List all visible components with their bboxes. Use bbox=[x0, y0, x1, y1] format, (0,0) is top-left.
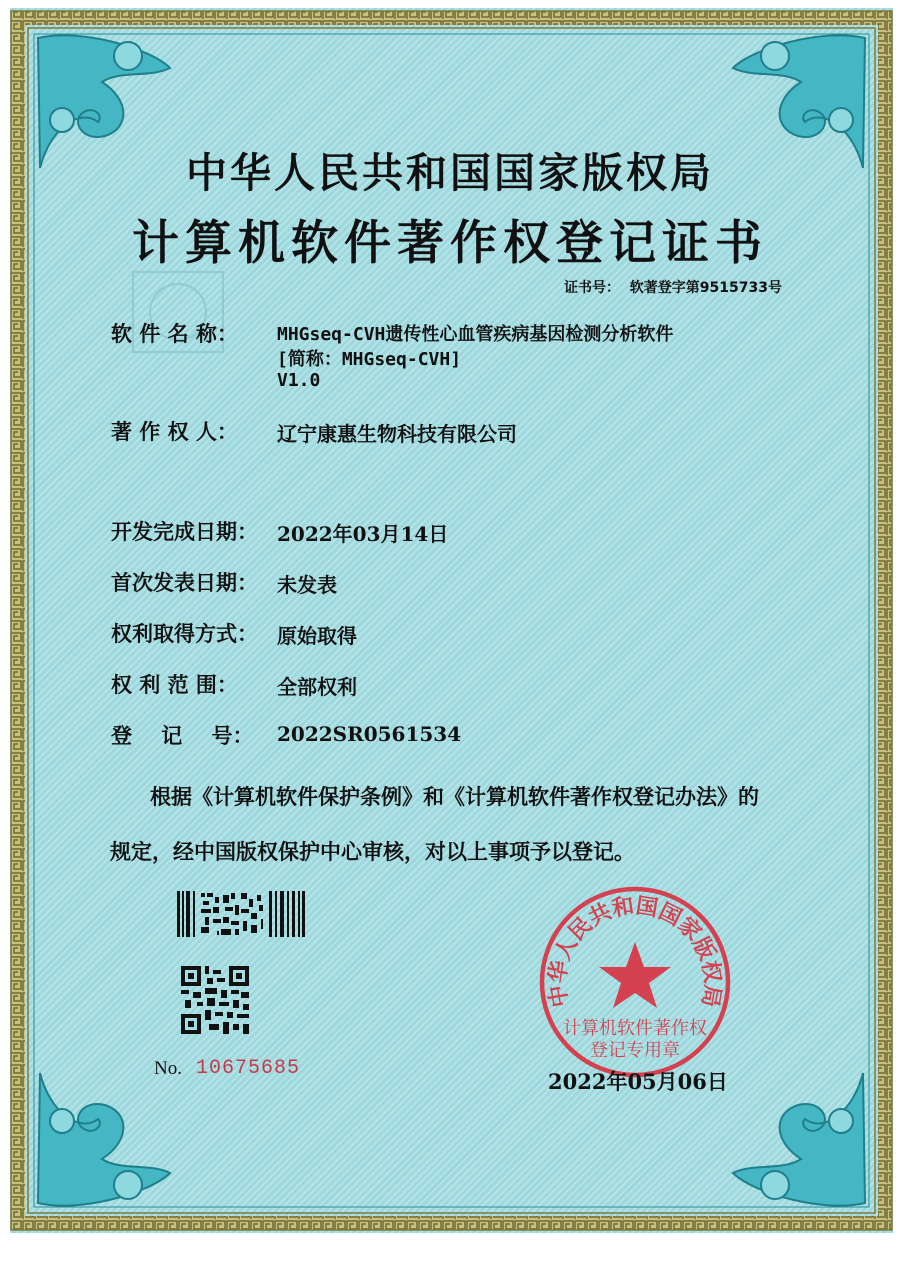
software-name-line2: [简称：MHGseq-CVH] bbox=[277, 349, 462, 370]
authority-title: 中华人民共和国国家版权局 bbox=[186, 149, 714, 197]
qr-code bbox=[181, 966, 249, 1034]
seal-line1: 计算机软件著作权 bbox=[563, 1018, 707, 1039]
statement-line2: 规定，经中国版权保护中心审核，对以上事项予以登记。 bbox=[110, 839, 635, 864]
field-registration-label: 登 记 号： bbox=[111, 723, 254, 748]
seal-line2: 登记专用章 bbox=[590, 1040, 680, 1061]
field-scope-label: 权 利 范 围： bbox=[111, 672, 238, 697]
official-seal bbox=[535, 882, 735, 1082]
certificate-number-value: 软著登字第9515733号 bbox=[629, 280, 782, 296]
statement-line1: 根据《计算机软件保护条例》和《计算机软件著作权登记办法》的 bbox=[150, 784, 759, 809]
field-publish-date-value: 未发表 bbox=[277, 573, 337, 597]
field-scope-value: 全部权利 bbox=[277, 675, 357, 699]
certificate-title: 计算机软件著作权登记证书 bbox=[132, 216, 768, 271]
software-name-line3: V1.0 bbox=[277, 370, 321, 391]
field-owner-label: 著 作 权 人： bbox=[111, 419, 238, 444]
star-icon bbox=[599, 942, 671, 1008]
issue-date: 2022年05月06日 bbox=[548, 1069, 728, 1094]
software-name-line1: MHGseq-CVH遗传性心血管疾病基因检测分析软件 bbox=[277, 324, 674, 345]
field-software-name-label: 软 件 名 称： bbox=[111, 321, 238, 346]
field-publish-date-label: 首次发表日期： bbox=[111, 570, 258, 595]
serial-number-value: 10675685 bbox=[196, 1057, 301, 1080]
field-acquisition-label: 权利取得方式： bbox=[111, 621, 258, 646]
field-completion-date-value: 2022年03月14日 bbox=[277, 522, 449, 546]
certificate-number bbox=[564, 277, 782, 297]
serial-number-label: No. bbox=[154, 1058, 182, 1079]
certificate-number-label: 证书号： bbox=[564, 280, 621, 296]
field-registration-value: 2022SR0561534 bbox=[277, 722, 462, 746]
corner-ornament-bl bbox=[38, 1073, 170, 1206]
barcode bbox=[177, 891, 305, 937]
seal-ring-text: 中华人民共和国国家版权局 bbox=[545, 893, 725, 1009]
field-acquisition-value: 原始取得 bbox=[277, 624, 357, 648]
field-completion-date-label: 开发完成日期： bbox=[111, 519, 258, 544]
field-owner-value: 辽宁康惠生物科技有限公司 bbox=[277, 422, 517, 446]
corner-ornament-br bbox=[733, 1073, 865, 1206]
